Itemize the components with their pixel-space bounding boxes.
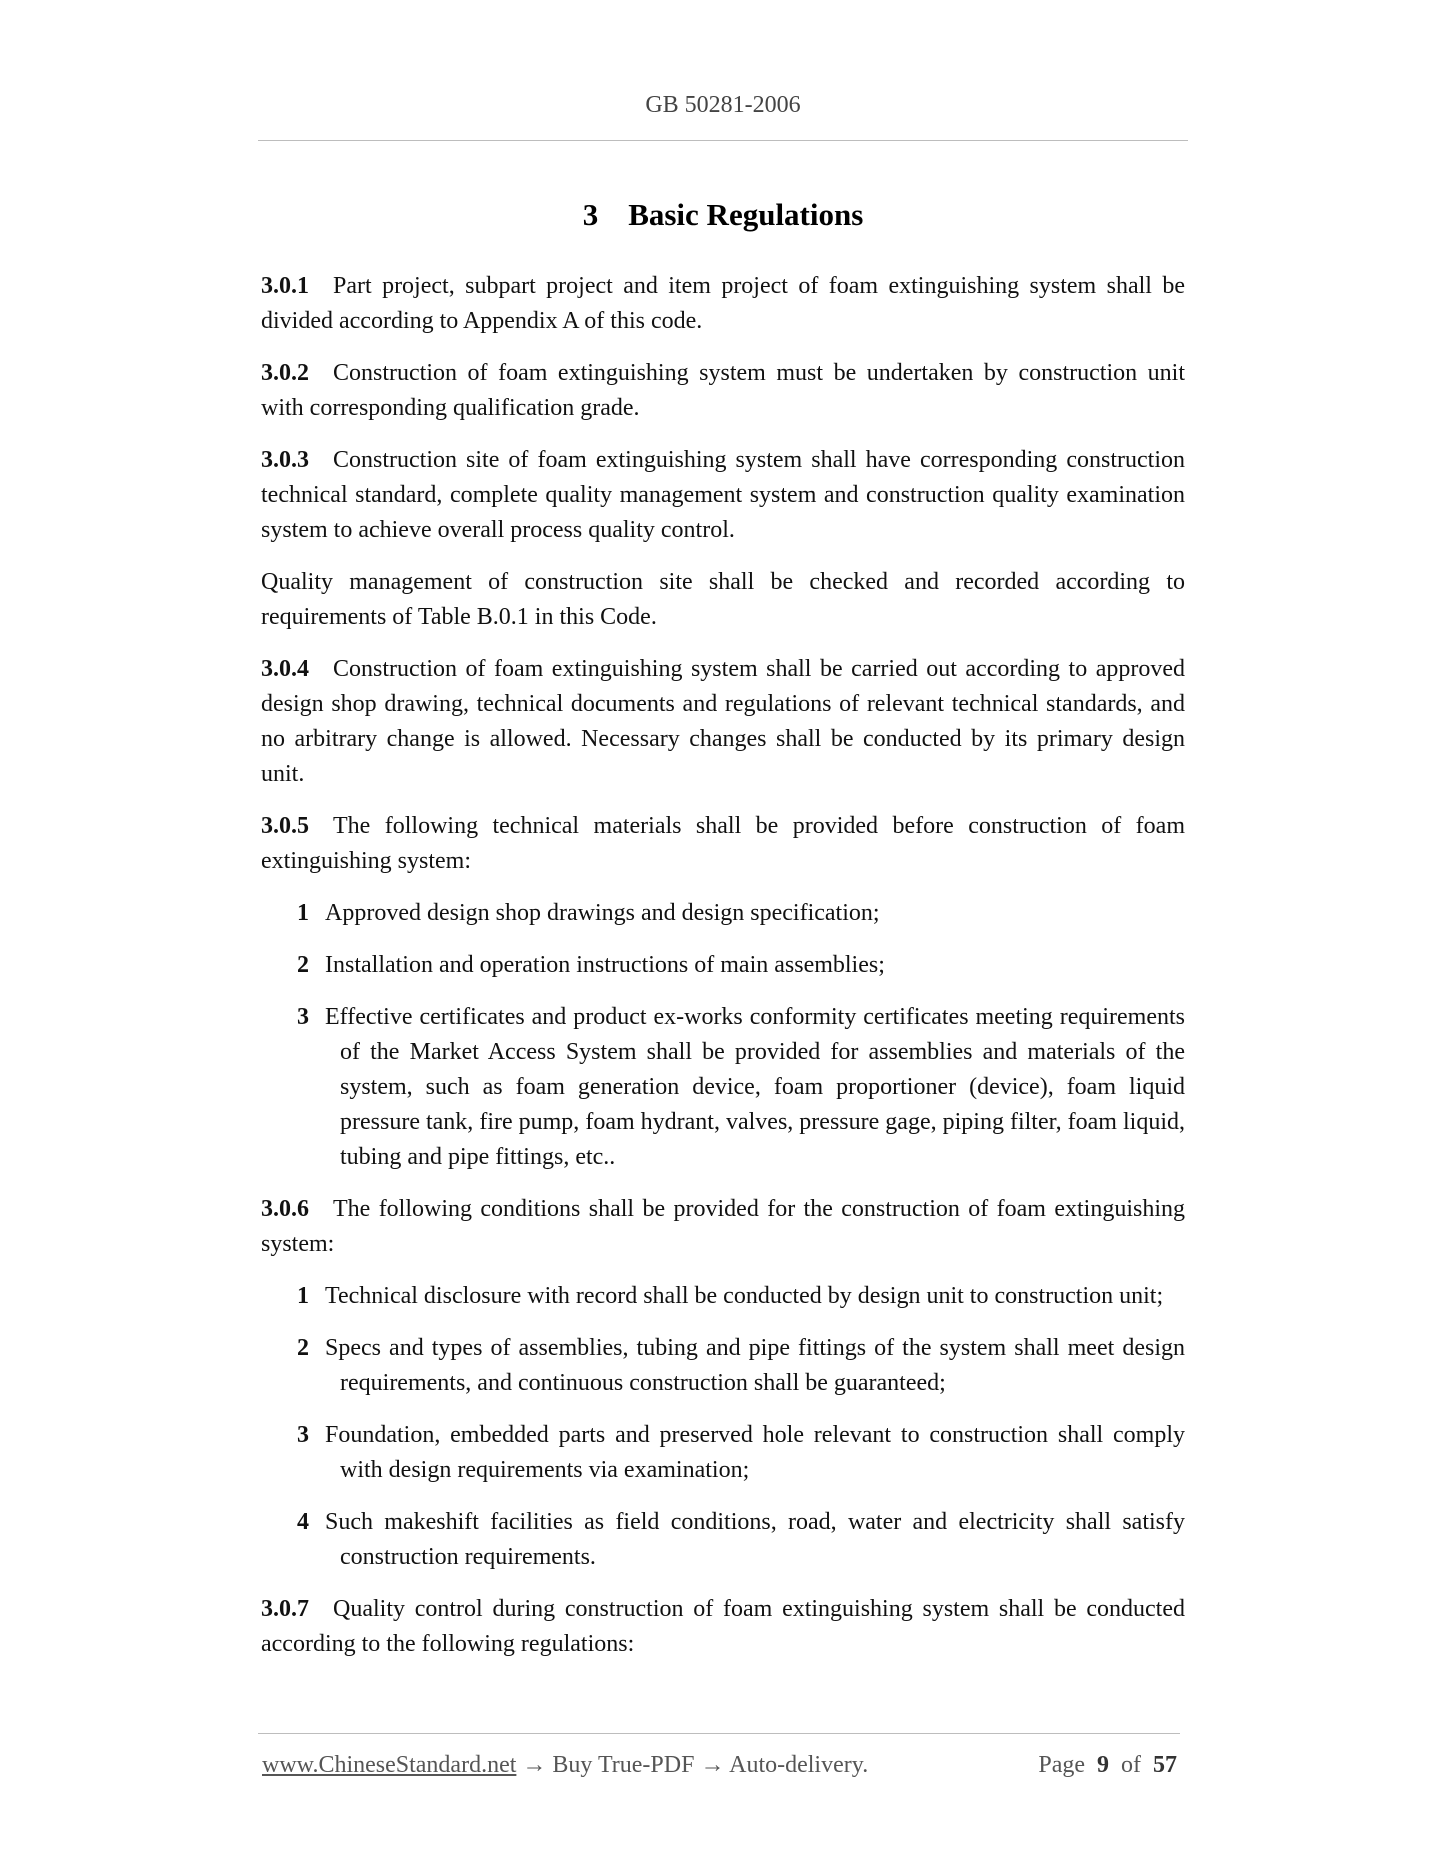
chapter-title [258, 197, 1188, 233]
promo-text: → Buy True-PDF → Auto-delivery. [516, 1752, 869, 1778]
item-number: 1 [297, 900, 309, 926]
document-body [261, 269, 1185, 1679]
list-item [261, 1279, 1185, 1314]
list-item [261, 948, 1185, 983]
item-number: 2 [297, 952, 309, 978]
page-label: Page [1038, 1752, 1085, 1778]
clause-3-0-7 [261, 1592, 1185, 1662]
clause-number: 3.0.6 [261, 1196, 309, 1222]
clause-number: 3.0.5 [261, 813, 309, 839]
total-pages: 57 [1153, 1752, 1177, 1778]
clause-3-0-5 [261, 809, 1185, 879]
item-number: 2 [297, 1335, 309, 1361]
clause-text: Part project, subpart project and item project of foam extinguishing system shall be divided according to Appendix A of this code. [261, 273, 1185, 334]
page-number: 9 [1097, 1752, 1109, 1778]
document-code-header: GB 50281-2006 [645, 92, 801, 118]
item-number: 4 [297, 1509, 309, 1535]
item-text: Such makeshift facilities as field conditions, road, water and electricity shall satisfy construction requirements. [325, 1509, 1185, 1570]
chapter-title-text: Basic Regulations [628, 197, 864, 232]
clause-3-0-3-continuation: Quality management of construction site shall be checked and recorded according to requirements of Table B.0.1 in this Code. [261, 569, 1185, 630]
item-text: Technical disclosure with record shall be conducted by design unit to construction unit; [325, 1283, 1164, 1309]
chapter-number: 3 [582, 197, 599, 232]
header-divider [258, 140, 1188, 141]
clause-text: Construction site of foam extinguishing system shall have corresponding construction technical standard, complete quality management system and construction quality examination system to achieve overall process quality control. [261, 447, 1185, 543]
footer-divider [258, 1733, 1180, 1734]
item-number: 3 [297, 1422, 309, 1448]
of-label: of [1121, 1752, 1141, 1778]
list-item [261, 1418, 1185, 1488]
clause-text: Quality control during construction of foam extinguishing system shall be conducted according to the following regulations: [261, 1596, 1185, 1657]
footer-promo [262, 1752, 868, 1779]
clause-3-0-4 [261, 652, 1185, 792]
item-text: Installation and operation instructions of main assemblies; [325, 952, 885, 978]
clause-number: 3.0.7 [261, 1596, 309, 1622]
list-item [261, 896, 1185, 931]
item-text: Foundation, embedded parts and preserved hole relevant to construction shall comply with design requirements via examination; [325, 1422, 1185, 1483]
clause-3-0-6 [261, 1192, 1185, 1262]
clause-text: Construction of foam extinguishing system must be undertaken by construction unit with corresponding qualification grade. [261, 360, 1185, 421]
page-indicator [1038, 1752, 1177, 1779]
list-item [261, 1000, 1185, 1175]
website-link[interactable]: www.ChineseStandard.net [262, 1752, 517, 1778]
clause-number: 3.0.4 [261, 656, 309, 682]
clause-number: 3.0.1 [261, 273, 309, 299]
clause-number: 3.0.2 [261, 360, 309, 386]
clause-3-0-1 [261, 269, 1185, 339]
item-text: Specs and types of assemblies, tubing and pipe fittings of the system shall meet design requirements, and continuous construction shall be guaranteed; [325, 1335, 1185, 1396]
item-text: Approved design shop drawings and design specification; [325, 900, 880, 926]
clause-number: 3.0.3 [261, 447, 309, 473]
list-item [261, 1505, 1185, 1575]
list-item [261, 1331, 1185, 1401]
item-text: Effective certificates and product ex-works conformity certificates meeting requirements of the Market Access System shall be provided for assemblies and materials of the system, such as foam generation device, foam proportioner (device), foam liquid pressure tank, fire pump, foam hydrant, valves, pressure gage, piping filter, foam liquid, tubing and pipe fittings, etc.. [325, 1004, 1185, 1170]
clause-text: Construction of foam extinguishing system shall be carried out according to approved design shop drawing, technical documents and regulations of relevant technical standards, and no arbitrary change is allowed. Necessary changes shall be conducted by its primary design unit. [261, 656, 1185, 787]
clause-text: The following conditions shall be provided for the construction of foam extinguishing system: [261, 1196, 1185, 1257]
clause-text: The following technical materials shall be provided before construction of foam extinguishing system: [261, 813, 1185, 874]
item-number: 3 [297, 1004, 309, 1030]
clause-3-0-3 [261, 443, 1185, 548]
clause-3-0-2 [261, 356, 1185, 426]
item-number: 1 [297, 1283, 309, 1309]
